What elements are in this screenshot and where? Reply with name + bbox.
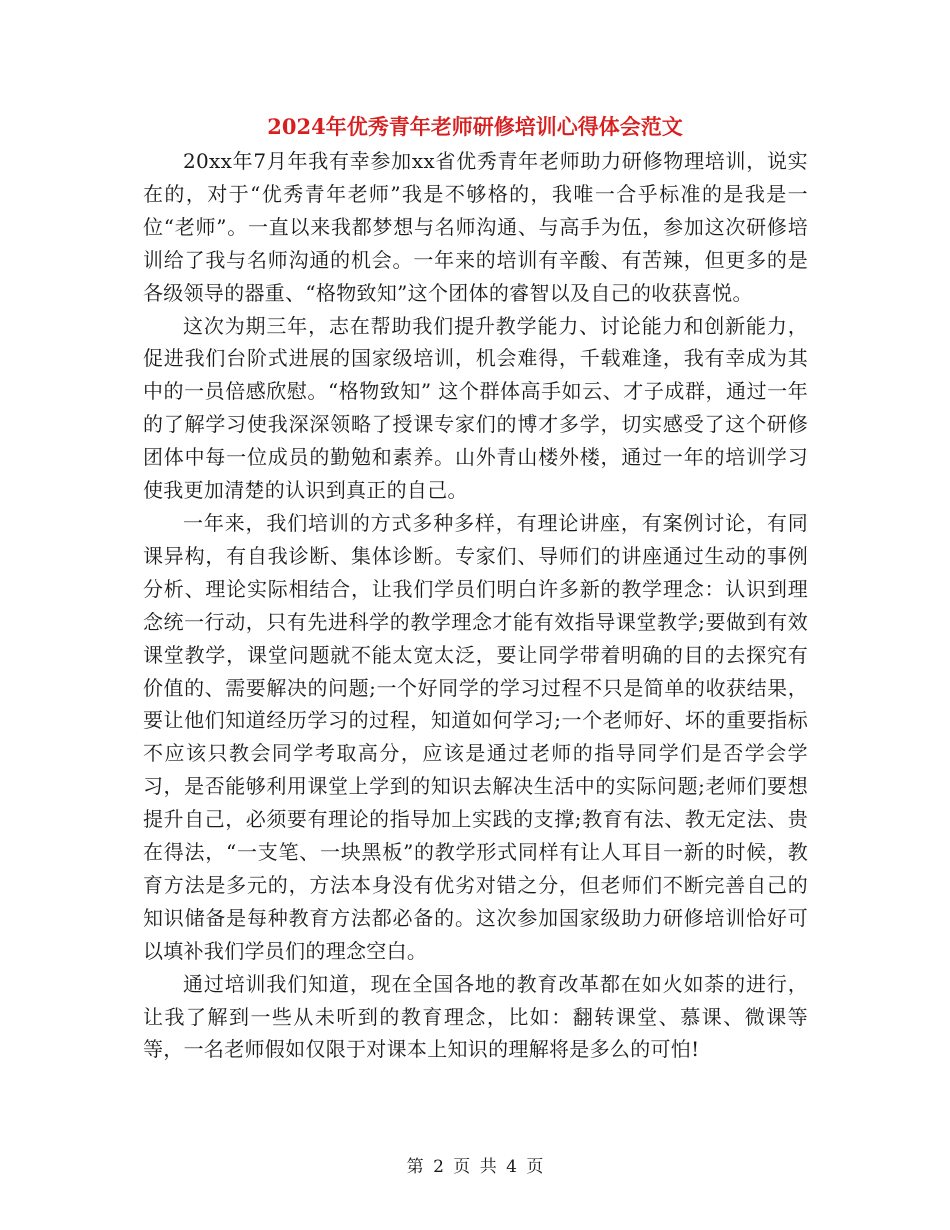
paragraph-4: 通过培训我们知道，现在全国各地的教育改革都在如火如荼的进行，让我了解到一些从未听到的教育理念，比如：翻转课堂、慕课、微课等等，一名老师假如仅限于对课本上知识的理解将是多么的可怕!: [143, 971, 808, 1062]
paragraph-2: 这次为期三年，志在帮助我们提升教学能力、讨论能力和创新能力，促进我们台阶式进展的国家级培训，机会难得，千载难逢，我有幸成为其中的一员倍感欣慰。“格物致知” 这个群体高手如云、才子成群，通过一年的了解学习使我深深领略了授课专家们的博才多学，切实感受了这个研修团体中每一位成员的勤勉和素养。山外青山楼外楼，通过一年的培训学习使我更加清楚的认识到真正的自己。: [143, 313, 808, 503]
paragraph-3: 一年来，我们培训的方式多种多样，有理论讲座，有案例讨论，有同课异构，有自我诊断、集体诊断。专家们、导师们的讲座通过生动的事例分析、理论实际相结合，让我们学员们明白许多新的教学理念：认识到理念统一行动，只有先进科学的教学理念才能有效指导课堂教学;要做到有效课堂教学，课堂问题就不能太宽太泛，要让同学带着明确的目的去探究有价值的、需要解决的问题;一个好同学的学习过程不只是简单的收获结果，要让他们知道经历学习的过程，知道如何学习;一个老师好、坏的重要指标不应该只教会同学考取高分，应该是通过老师的指导同学们是否学会学习，是否能够利用课堂上学到的知识去解决生活中的实际问题;老师们要想提升自己，必须要有理论的指导加上实践的支撑;教育有法、教无定法、贵在得法，“一支笔、一块黑板”的教学形式同样有让人耳目一新的时候，教育方法是多元的，方法本身没有优劣对错之分，但老师们不断完善自己的知识储备是每种教育方法都必备的。这次参加国家级助力研修培训恰好可以填补我们学员们的理念空白。: [143, 510, 808, 963]
page-footer: 第 2 页 共 4 页: [406, 1157, 544, 1177]
document-body: [143, 145, 808, 1066]
paragraph-1: 20xx年7月年我有幸参加xx省优秀青年老师助力研修物理培训，说实在的，对于“优秀青年老师”我是不够格的，我唯一合乎标准的是我是一位“老师”。一直以来我都梦想与名师沟通、与高手为伍，参加这次研修培训给了我与名师沟通的机会。一年来的培训有辛酸、有苦辣，但更多的是各级领导的器重、“格物致知”这个团体的睿智以及自己的收获喜悦。: [143, 149, 808, 305]
document-title: 2024年优秀青年老师研修培训心得体会范文: [267, 114, 683, 139]
